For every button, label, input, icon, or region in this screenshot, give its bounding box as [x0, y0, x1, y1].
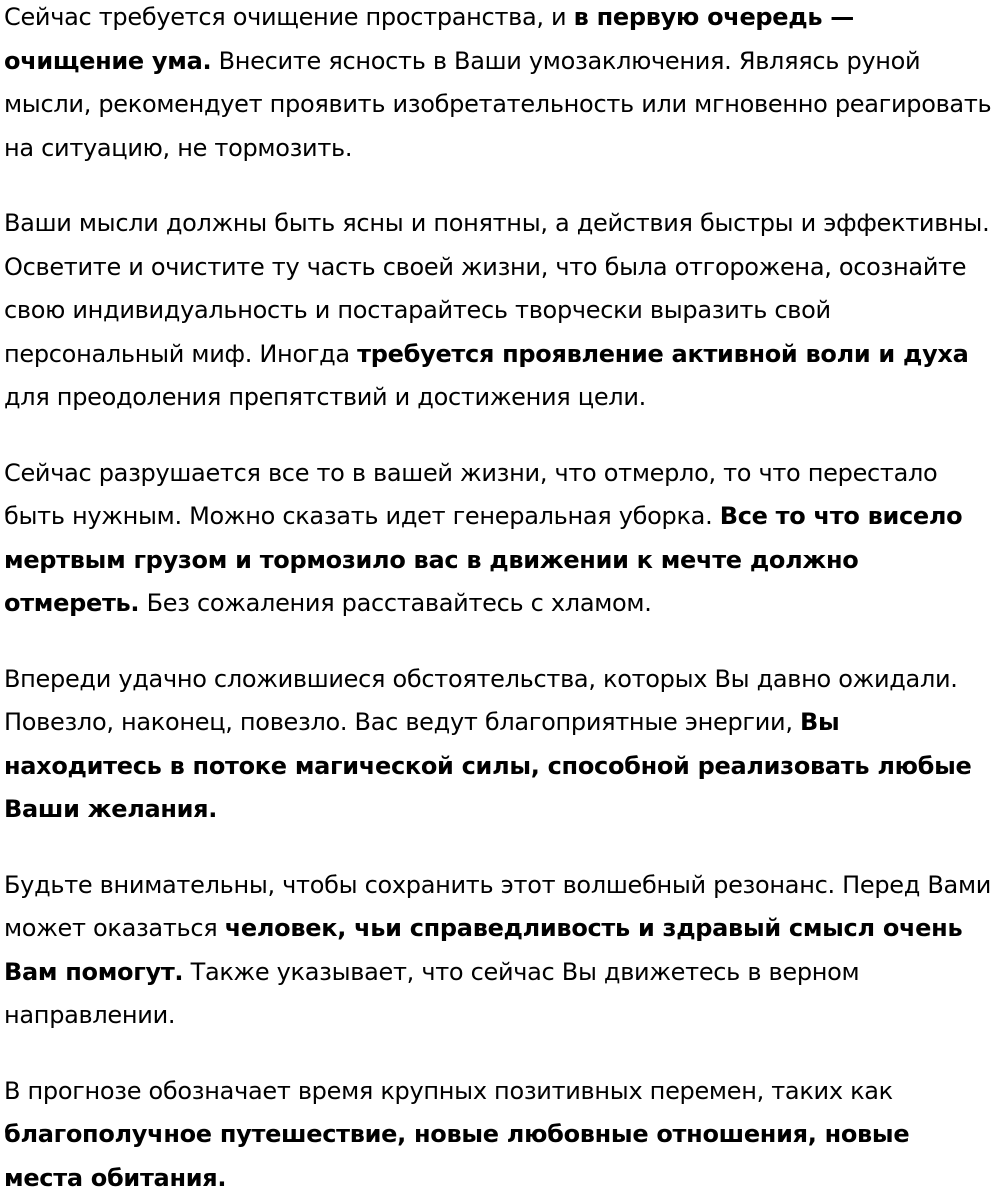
paragraph-2-text-1: Ваши мысли должны быть ясны и понятны, а действия быстры и эффективны. Осветите и очистите ту часть своей жизни, что была отгорожена, осознайте свою индивидуальность и постарайтесь творчески выразить свой персональный миф. Иногда [4, 209, 990, 368]
paragraph-1-bold-1: в первую очередь — очищение ума. [4, 3, 854, 75]
paragraph-4-text-1: Впереди удачно сложившиеся обстоятельства, которых Вы давно ожидали. Повезло, наконец, повезло. Вас ведут благоприятные энергии, [4, 664, 958, 736]
paragraph-5-text-1: Будьте внимательны, чтобы сохранить этот волшебный резонанс. Перед Вами может оказаться [4, 870, 992, 942]
paragraph-5-text-2: Также указывает, что сейчас Вы движетесь в верном направлении. [4, 957, 860, 1029]
paragraph-1 [4, 0, 992, 170]
paragraph-4-bold-1: Вы находитесь в потоке магической силы, способной реализовать любые Ваши желания. [4, 708, 972, 823]
paragraph-2 [4, 202, 992, 420]
paragraph-3 [4, 452, 992, 626]
paragraph-3-bold-1: Все то что висело мертвым грузом и тормозило вас в движении к мечте должно отмереть. [4, 502, 963, 617]
paragraph-3-text-1: Сейчас разрушается все то в вашей жизни, что отмерло, то что перестало быть нужным. Можно сказать идет генеральная уборка. [4, 458, 938, 530]
paragraph-6-bold-1: благополучное путешествие, новые любовные отношения, новые места обитания. [4, 1120, 910, 1192]
paragraph-2-text-2: для преодоления препятствий и достижения цели. [4, 383, 646, 411]
paragraph-5-bold-1: человек, чьи справедливость и здравый смысл очень Вам помогут. [4, 914, 963, 986]
paragraph-4 [4, 658, 992, 832]
paragraph-1-text-2: Внесите ясность в Ваши умозаключения. Являясь руной мысли, рекомендует проявить изобретательность или мгновенно реагировать на ситуацию, не тормозить. [4, 46, 992, 162]
paragraph-3-text-2: Без сожаления расставайтесь с хламом. [139, 589, 652, 617]
paragraph-5 [4, 864, 992, 1038]
paragraph-2-bold-1: требуется проявление активной воли и духа [357, 339, 969, 368]
paragraph-1-text-1: Сейчас требуется очищение пространства, и [4, 3, 574, 31]
paragraph-6-text-1: В прогнозе обозначает время крупных позитивных перемен, таких как [4, 1076, 893, 1105]
paragraph-6 [4, 1070, 992, 1200]
